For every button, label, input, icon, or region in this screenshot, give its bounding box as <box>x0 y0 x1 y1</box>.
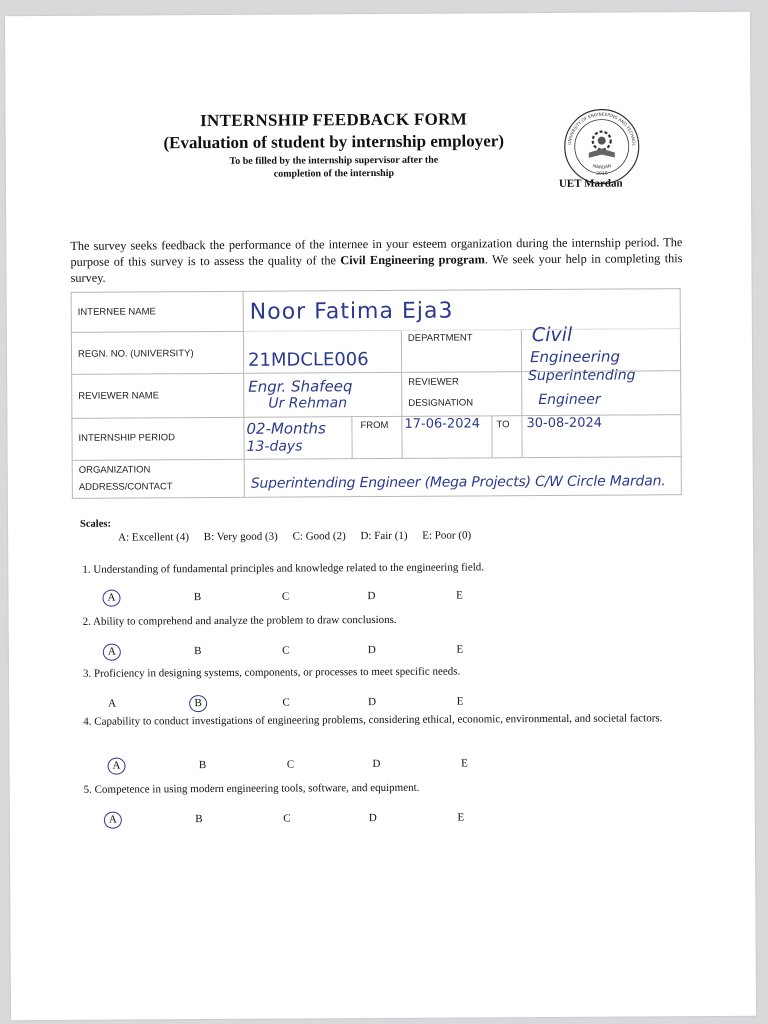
logo-text-top: UNIVERSITY OF ENGINEERING AND TECHNOLOGY <box>566 111 637 146</box>
question-2-option-c[interactable]: C <box>282 644 290 657</box>
department-label: DEPARTMENT <box>407 332 473 344</box>
question-2-option-a[interactable]: A <box>103 644 121 661</box>
question-2 <box>83 612 703 629</box>
org-label-cell <box>72 459 244 498</box>
gear-icon <box>593 132 611 150</box>
logo-year: 2018 <box>596 171 608 177</box>
question-1 <box>82 560 702 577</box>
question-5 <box>84 780 704 797</box>
question-3-option-a[interactable]: A <box>108 697 117 710</box>
question-text: 4. Capability to conduct investigations of engineering problems, considering ethical, economic, environmental, and societal factors. <box>83 712 663 728</box>
from-value-cell <box>402 416 492 459</box>
form-note-line2: completion of the internship <box>273 167 395 180</box>
to-value-cell <box>522 415 681 458</box>
org-value: Superintending Engineer (Mega Projects) C/W Circle Mardan. <box>250 473 666 492</box>
internee-name-value: Noor Fatima Eja3 <box>249 298 454 325</box>
intro-text-2: . We seek your help in completing this survey. <box>70 251 683 285</box>
question-2-option-e[interactable]: E <box>456 643 464 656</box>
book-icon <box>589 149 615 158</box>
org-label-2: ADDRESS/CONTACT <box>78 481 173 493</box>
question-4-option-d[interactable]: D <box>372 758 381 771</box>
intro-bold-program: Civil Engineering program <box>340 252 485 268</box>
org-label-1: ORGANIZATION <box>78 464 151 476</box>
from-label: FROM <box>360 419 389 432</box>
feedback-form-page <box>5 12 756 1021</box>
svg-text:MARDAN <box>592 163 612 171</box>
reviewer-name-label-cell <box>72 373 244 418</box>
regn-value-cell <box>243 330 401 373</box>
internee-name-label: INTERNEE NAME <box>77 306 156 318</box>
internee-name-label-cell <box>71 291 243 332</box>
from-value: 17-06-2024 <box>404 416 481 432</box>
reviewer-name-label: REVIEWER NAME <box>78 390 160 402</box>
form-header <box>124 109 544 182</box>
question-text: 5. Competence in using modern engineering tools, software, and equipment. <box>83 781 420 796</box>
question-4-option-c[interactable]: C <box>286 758 295 771</box>
question-3-option-e[interactable]: E <box>456 695 464 708</box>
reviewer-designation-value-cell <box>522 367 681 416</box>
question-5-option-e[interactable]: E <box>457 811 465 824</box>
university-name: UET Mardan <box>558 177 623 190</box>
question-4-option-e[interactable]: E <box>461 757 468 770</box>
scale-e: E: Poor (0) <box>422 529 472 542</box>
reviewer-designation-label-cell <box>402 372 522 417</box>
scales-title: Scales: <box>80 518 112 530</box>
regn-label-cell <box>71 331 243 374</box>
internee-info-table <box>71 288 682 499</box>
regn-label: REGN. NO. (UNIVERSITY) <box>77 348 194 360</box>
department-label-cell <box>401 330 521 373</box>
to-label-cell <box>492 416 522 458</box>
department-value-cell <box>521 323 680 372</box>
scale-b: B: Very good (3) <box>203 530 278 544</box>
reviewer-name-value-2: Ur Rehman <box>268 395 348 412</box>
question-5-option-a[interactable]: A <box>104 812 122 829</box>
question-2-option-b[interactable]: B <box>194 645 202 658</box>
intro-text-1: The survey seeks feedback the performance of the internee in your esteem organization during the internship period. The purpose of this survey is to assess the quality of the <box>70 235 683 269</box>
reviewer-designation-value-1: Superintending <box>528 367 636 385</box>
scale-c: C: Good (2) <box>292 530 346 543</box>
question-5-option-b[interactable]: B <box>195 813 203 826</box>
to-label: TO <box>496 419 510 431</box>
reviewer-name-value-1: Engr. Shafeeq <box>248 377 353 396</box>
reviewer-name-value-cell <box>244 372 402 417</box>
logo-text-bottom: MARDAN <box>591 163 613 171</box>
reviewer-designation-label-1: REVIEWER <box>408 376 459 388</box>
reviewer-designation-value-2: Engineer <box>538 391 601 409</box>
period-value-1: 02-Months <box>246 419 326 438</box>
scale-a: A: Excellent (4) <box>118 531 190 544</box>
scale-d: D: Fair (1) <box>360 529 408 543</box>
intro-paragraph <box>70 234 682 286</box>
question-4 <box>83 712 703 729</box>
period-label: INTERNSHIP PERIOD <box>78 432 175 444</box>
org-value-cell <box>244 457 681 498</box>
to-value: 30-08-2024 <box>526 415 603 432</box>
period-value-cell <box>244 417 352 460</box>
department-value-2: Engineering <box>529 347 621 367</box>
form-title: INTERNSHIP FEEDBACK FORM <box>200 109 468 131</box>
question-4-option-b[interactable]: B <box>198 759 207 772</box>
regn-value: 21MDCLE006 <box>247 349 369 371</box>
question-text: 1. Understanding of fundamental principles and knowledge related to the engineering field. <box>82 561 485 576</box>
question-4-option-a[interactable]: A <box>107 758 125 775</box>
question-1-option-a[interactable]: A <box>102 590 120 607</box>
question-3-option-b[interactable]: B <box>189 695 207 712</box>
department-value-1: Civil <box>531 323 573 347</box>
question-1-option-c[interactable]: C <box>281 590 290 603</box>
internee-name-value-cell <box>243 289 680 332</box>
question-3 <box>83 664 703 681</box>
question-2-option-d[interactable]: D <box>367 644 376 657</box>
question-3-option-c[interactable]: C <box>282 696 290 709</box>
form-subtitle: (Evaluation of student by internship employer) <box>163 131 505 153</box>
from-label-cell <box>352 416 402 458</box>
question-5-option-c[interactable]: C <box>283 812 291 825</box>
question-1-option-e[interactable]: E <box>456 589 463 602</box>
form-note-line1: To be filled by the internship supervisor after the <box>229 154 439 167</box>
period-label-cell <box>72 417 244 460</box>
question-text: 2. Ability to comprehend and analyze the problem to draw conclusions. <box>82 613 397 628</box>
reviewer-designation-label-2: DESIGNATION <box>408 397 474 409</box>
question-1-option-b[interactable]: B <box>193 591 202 604</box>
question-1-option-d[interactable]: D <box>367 590 376 603</box>
question-text: 3. Proficiency in designing systems, components, or processes to meet specific needs. <box>82 665 461 680</box>
period-value-2: 13-days <box>246 438 303 455</box>
scales-legend <box>118 529 483 543</box>
question-5-option-d[interactable]: D <box>368 812 377 825</box>
question-3-option-d[interactable]: D <box>368 696 377 709</box>
